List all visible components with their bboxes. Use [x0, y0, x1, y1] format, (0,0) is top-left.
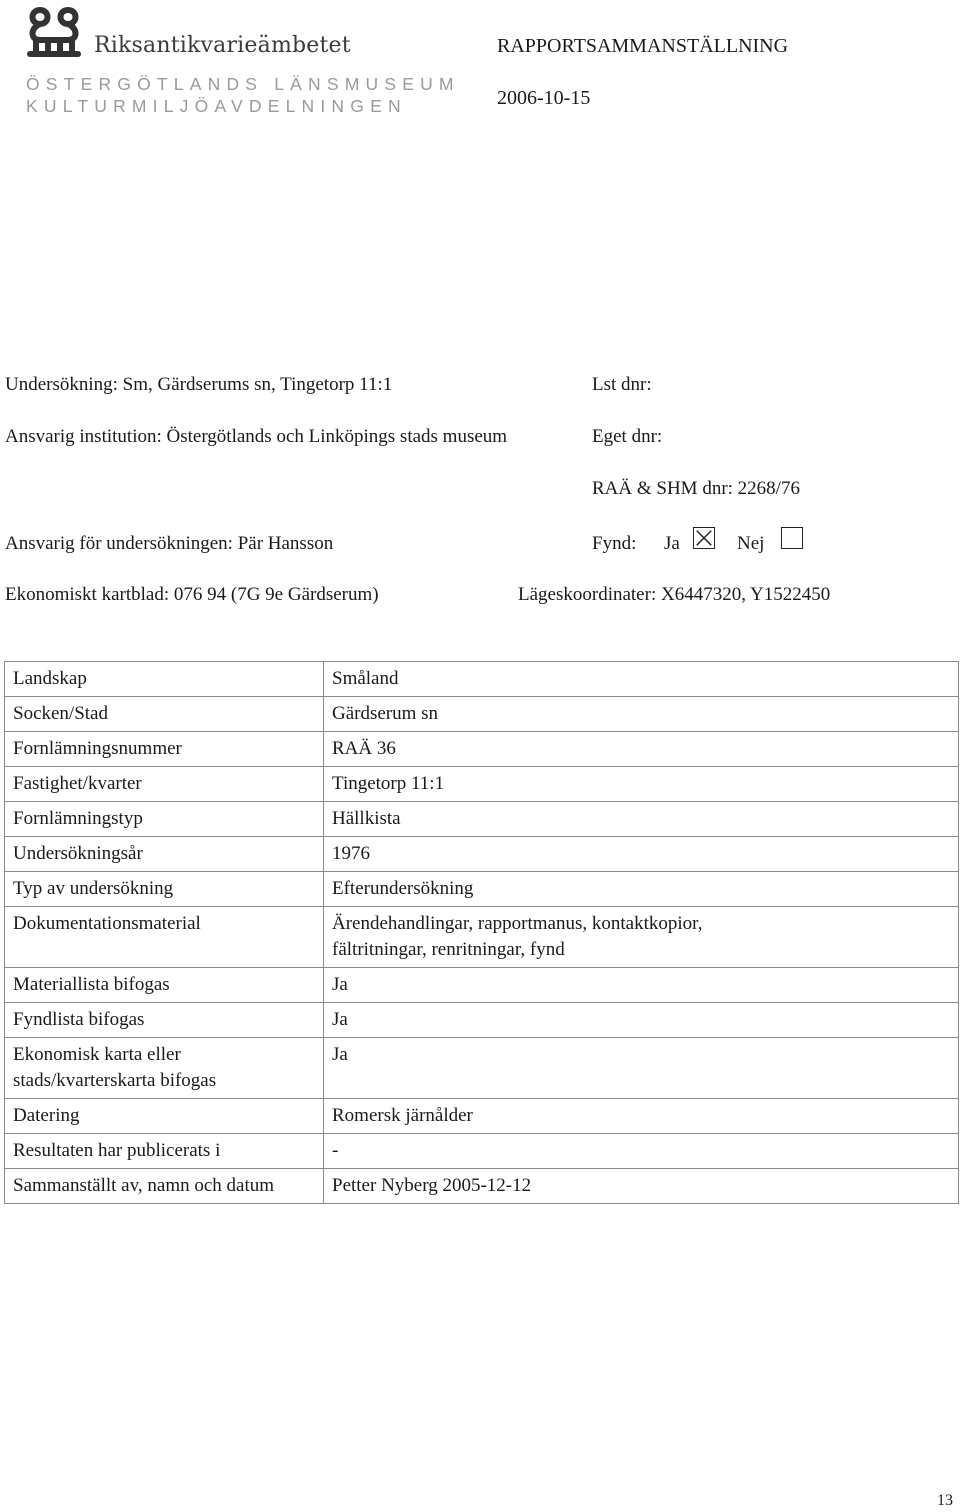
row-label: Landskap [5, 662, 324, 697]
table-row [5, 837, 959, 872]
fynd-ja-label: Ja [664, 533, 680, 554]
table-row [5, 802, 959, 837]
row-value-line: fältritningar, renritningar, fynd [332, 939, 565, 960]
row-value: Ja [324, 1003, 959, 1038]
row-value: Romersk järnålder [324, 1099, 959, 1134]
lst-dnr-field: Lst dnr: [592, 374, 652, 395]
table-row [5, 697, 959, 732]
table-row [5, 1169, 959, 1204]
row-value: Efterundersökning [324, 872, 959, 907]
row-value: RAÄ 36 [324, 732, 959, 767]
table-row [5, 732, 959, 767]
institution-field: Ansvarig institution: Östergötlands och Linköpings stads museum [5, 426, 508, 447]
row-value: Ja [324, 968, 959, 1003]
row-label: Socken/Stad [5, 697, 324, 732]
table-row [5, 907, 959, 968]
eget-dnr-field: Eget dnr: [592, 426, 663, 447]
department-name-line: KULTURMILJÖAVDELNINGEN [26, 96, 407, 116]
row-label: Fornlämningstyp [5, 802, 324, 837]
table-row [5, 1003, 959, 1038]
row-value: Petter Nyberg 2005-12-12 [324, 1169, 959, 1204]
page-number: 13 [937, 1492, 953, 1509]
row-label: Undersökningsår [5, 837, 324, 872]
info-table [4, 661, 959, 1204]
table-row [5, 767, 959, 802]
fynd-label: Fynd: [592, 533, 637, 554]
row-value-line: Ärendehandlingar, rapportmanus, kontaktkopior, [332, 913, 703, 934]
raa-dnr-field: RAÄ & SHM dnr: 2268/76 [592, 478, 800, 499]
row-label: Sammanställt av, namn och datum [5, 1169, 324, 1204]
row-value: Ja [324, 1038, 959, 1099]
row-label-line: stads/kvarterskarta bifogas [13, 1070, 217, 1091]
row-label [5, 1038, 324, 1099]
undersokning-field: Undersökning: Sm, Gärdserums sn, Tingetorp 11:1 [5, 374, 393, 395]
fynd-nej-label: Nej [737, 533, 765, 554]
raa-logo-icon [26, 6, 82, 58]
row-label: Materiallista bifogas [5, 968, 324, 1003]
ansvarig-field: Ansvarig för undersökningen: Pär Hansson [5, 533, 334, 554]
table-row [5, 872, 959, 907]
row-label: Datering [5, 1099, 324, 1134]
row-label: Fornlämningsnummer [5, 732, 324, 767]
table-row [5, 1038, 959, 1099]
agency-logo-text: Riksantikvarieämbetet [94, 33, 351, 58]
koordinater-field: Lägeskoordinater: X6447320, Y1522450 [518, 584, 831, 605]
row-label: Dokumentationsmaterial [5, 907, 324, 968]
row-label: Typ av undersökning [5, 872, 324, 907]
report-date: 2006-10-15 [497, 87, 591, 109]
kartblad-field: Ekonomiskt kartblad: 076 94 (7G 9e Gärdserum) [5, 584, 379, 605]
fynd-ja-checkbox[interactable] [693, 527, 715, 549]
row-label-line: Ekonomisk karta eller [13, 1044, 181, 1065]
row-value [324, 907, 959, 968]
table-row [5, 662, 959, 697]
table-row [5, 1134, 959, 1169]
row-value: - [324, 1134, 959, 1169]
row-label: Fastighet/kvarter [5, 767, 324, 802]
row-value: Tingetorp 11:1 [324, 767, 959, 802]
row-label: Fyndlista bifogas [5, 1003, 324, 1038]
row-value: 1976 [324, 837, 959, 872]
row-value: Gärdserum sn [324, 697, 959, 732]
report-title: RAPPORTSAMMANSTÄLLNING [497, 35, 789, 57]
museum-name-line: ÖSTERGÖTLANDS LÄNSMUSEUM [26, 74, 460, 94]
row-value: Hällkista [324, 802, 959, 837]
fynd-nej-checkbox[interactable] [781, 527, 803, 549]
table-row [5, 1099, 959, 1134]
table-row [5, 968, 959, 1003]
row-label: Resultaten har publicerats i [5, 1134, 324, 1169]
row-value: Småland [324, 662, 959, 697]
